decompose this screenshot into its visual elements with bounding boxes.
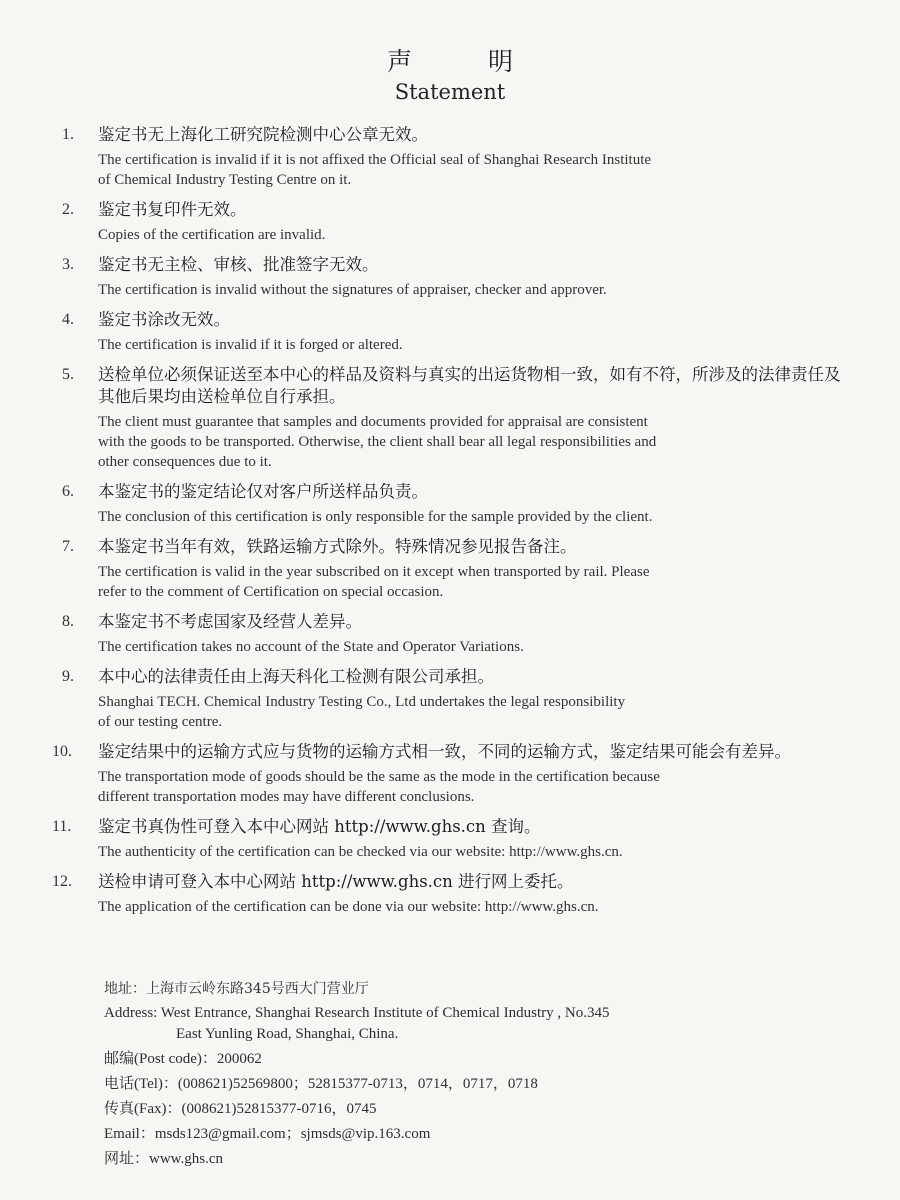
email: Email：msds123@gmail.com；sjmsds@vip.163.com	[104, 1126, 431, 1142]
item-text-cn: 鉴定书涂改无效。	[98, 310, 230, 329]
statement-item	[52, 741, 842, 807]
item-text-cn: 鉴定结果中的运输方式应与货物的运输方式相一致，不同的运输方式，鉴定结果可能会有差异。	[98, 742, 791, 761]
telephone: 电话(Tel)：(008621)52569800；52815377-0713，0714，0717，0718	[104, 1076, 538, 1092]
item-number: 9.	[62, 668, 74, 685]
item-number: 2.	[62, 201, 74, 218]
item-text-en-line: The certification is invalid if it is forged or altered.	[98, 337, 403, 353]
statement-item	[62, 611, 842, 657]
fax: 传真(Fax)：(008621)52815377-0716，0745	[104, 1101, 377, 1117]
item-text-en	[98, 692, 842, 732]
item-number: 12.	[52, 873, 72, 890]
statement-item	[62, 666, 842, 732]
item-text-cn: 鉴定书无主检、审核、批准签字无效。	[98, 255, 379, 274]
website: 网址：www.ghs.cn	[104, 1151, 224, 1167]
item-text-cn: 鉴定书真伪性可登入本中心网站 http://www.ghs.cn 查询。	[98, 817, 541, 836]
item-number: 5.	[62, 366, 74, 383]
item-number: 1.	[62, 126, 74, 143]
statement-item	[62, 254, 842, 300]
item-text-en-line: refer to the comment of Certification on special occasion.	[98, 584, 444, 600]
item-number: 3.	[62, 256, 74, 273]
contact-block	[104, 978, 824, 1170]
address-en	[104, 1003, 824, 1045]
item-text-en-line: The application of the certification can be done via our website: http://www.ghs.cn.	[98, 899, 599, 915]
item-number: 11.	[52, 818, 72, 835]
item-text-cn: 送检申请可登入本中心网站 http://www.ghs.cn 进行网上委托。	[98, 872, 574, 891]
item-text-en	[98, 842, 842, 862]
statement-item	[62, 124, 842, 190]
item-text-en	[98, 897, 842, 917]
item-text-en-line: Copies of the certification are invalid.	[98, 227, 326, 243]
title-chinese: 声 明	[387, 47, 547, 76]
item-text-en-line: The certification is valid in the year subscribed on it except when transported by rail. Please	[98, 564, 650, 580]
title-english: Statement	[394, 80, 506, 104]
item-text-en-line: different transportation modes may have different conclusions.	[98, 789, 475, 805]
statement-item	[52, 871, 842, 917]
item-text-en-line: The client must guarantee that samples and documents provided for appraisal are consistent	[98, 414, 648, 430]
item-text-en	[98, 562, 842, 602]
item-text-en-line: The certification takes no account of the State and Operator Variations.	[98, 639, 524, 655]
item-text-cn: 本鉴定书的鉴定结论仅对客户所送样品负责。	[98, 482, 428, 501]
item-text-en-line: The certification is invalid without the signatures of appraiser, checker and approver.	[98, 282, 607, 298]
item-text-en	[98, 507, 842, 527]
statement-item	[62, 481, 842, 527]
item-number: 7.	[62, 538, 74, 555]
statement-item	[62, 364, 842, 472]
item-text-en-line: The authenticity of the certification can be checked via our website: http://www.ghs.cn.	[98, 844, 623, 860]
item-text-en-line: The conclusion of this certification is only responsible for the sample provided by the client.	[98, 509, 653, 525]
item-text-cn: 鉴定书无上海化工研究院检测中心公章无效。	[98, 125, 428, 144]
statement-item	[62, 309, 842, 355]
address-en-line-1: Address: West Entrance, Shanghai Research Institute of Chemical Industry , No.345	[104, 1005, 610, 1021]
item-text-cn: 本中心的法律责任由上海天科化工检测有限公司承担。	[98, 667, 494, 686]
item-text-en	[98, 335, 842, 355]
item-text-cn: 本鉴定书当年有效，铁路运输方式除外。特殊情况参见报告备注。	[98, 537, 577, 556]
address-cn: 地址：上海市云岭东路345号西大门营业厅	[104, 981, 369, 997]
item-text-en	[98, 412, 842, 472]
item-text-en-line: other consequences due to it.	[98, 454, 272, 470]
item-text-cn: 鉴定书复印件无效。	[98, 200, 247, 219]
item-text-en	[98, 280, 842, 300]
item-text-en-line: with the goods to be transported. Otherwise, the client shall bear all legal responsibilities and	[98, 434, 657, 450]
statement-item	[62, 536, 842, 602]
statement-item	[62, 199, 842, 245]
item-text-en	[98, 767, 842, 807]
item-text-cn: 本鉴定书不考虑国家及经营人差异。	[98, 612, 362, 631]
item-text-en-line: of Chemical Industry Testing Centre on it.	[98, 172, 352, 188]
statement-list	[52, 124, 842, 926]
item-text-en-line: The transportation mode of goods should be the same as the mode in the certification because	[98, 769, 660, 785]
item-text-en	[98, 150, 842, 190]
postcode: 邮编(Post code)：200062	[104, 1051, 262, 1067]
item-text-en	[98, 225, 842, 245]
item-text-en-line: Shanghai TECH. Chemical Industry Testing Co., Ltd undertakes the legal responsibility	[98, 694, 626, 710]
statement-item	[52, 816, 842, 862]
item-text-en-line: of our testing centre.	[98, 714, 223, 730]
item-number: 6.	[62, 483, 74, 500]
item-text-en	[98, 637, 842, 657]
item-number: 8.	[62, 613, 74, 630]
item-text-cn: 送检单位必须保证送至本中心的样品及资料与真实的出运货物相一致，如有不符，所涉及的法律责任及其他后果均由送检单位自行承担。	[98, 365, 841, 406]
address-en-line-2: East Yunling Road, Shanghai, China.	[176, 1026, 399, 1042]
item-number: 4.	[62, 311, 74, 328]
item-text-en-line: The certification is invalid if it is not affixed the Official seal of Shanghai Research Institute	[98, 152, 652, 168]
item-number: 10.	[52, 743, 72, 760]
